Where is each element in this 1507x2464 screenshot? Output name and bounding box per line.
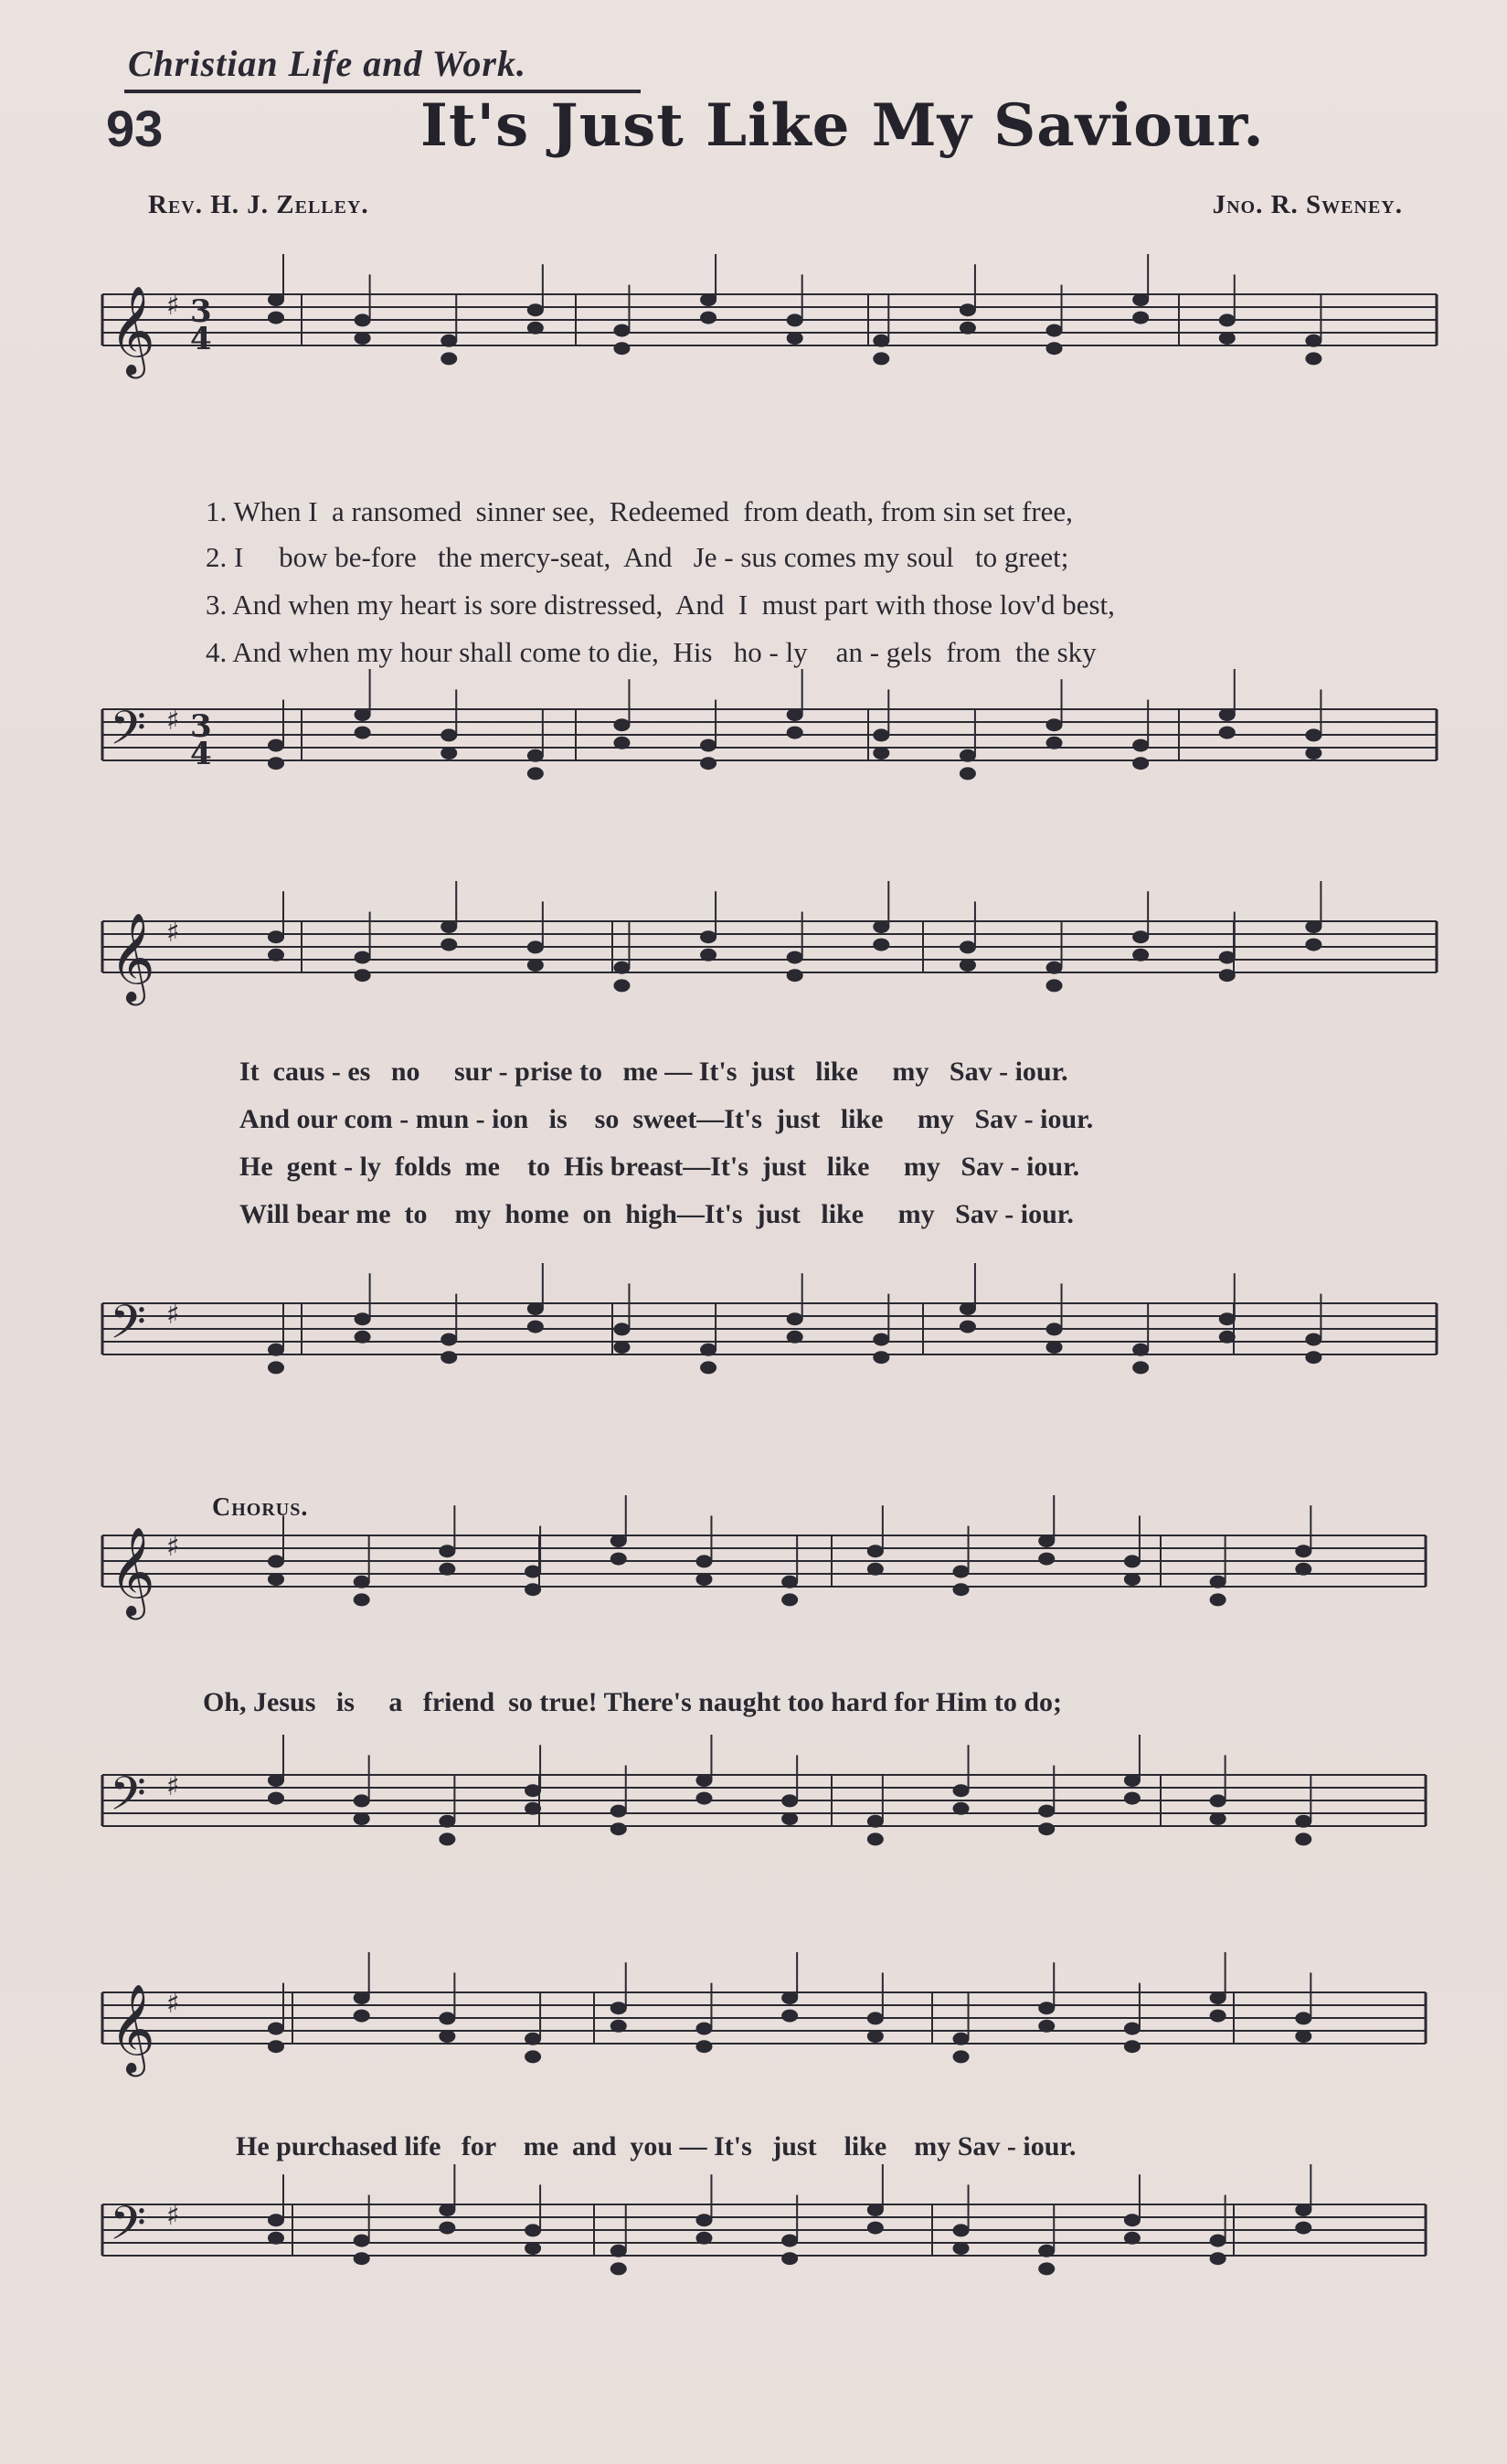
note-head	[268, 757, 284, 770]
note-head	[700, 757, 716, 770]
note-head	[613, 1322, 630, 1335]
note-head	[354, 1794, 370, 1807]
note-head	[1124, 2040, 1141, 2053]
note-head	[953, 1802, 970, 1815]
note-head	[873, 747, 889, 759]
note-head	[953, 1583, 970, 1596]
note-head	[355, 313, 371, 326]
note-head	[1038, 1535, 1055, 1547]
chorus-line-1: Oh, Jesus is a friend so true! There's naught too hard for Him to do;	[203, 1687, 1063, 1717]
note-head	[1046, 961, 1063, 974]
note-head	[1305, 939, 1321, 951]
note-head	[527, 767, 544, 780]
note-head	[1295, 1545, 1311, 1557]
note-head	[610, 1805, 627, 1818]
note-head	[1124, 1573, 1141, 1586]
note-head	[440, 939, 457, 951]
note-head	[1295, 2030, 1311, 2043]
note-head	[1132, 1361, 1149, 1374]
note-head	[953, 2242, 970, 2255]
bass-clef: 𝄢	[110, 700, 146, 767]
note-head	[527, 322, 544, 335]
note-head	[953, 1566, 970, 1578]
note-head	[781, 1593, 798, 1606]
note-head	[787, 1312, 803, 1325]
sharp-sign: ♯	[166, 705, 180, 737]
note-head	[953, 2033, 970, 2045]
note-head	[695, 1573, 712, 1586]
note-head	[1295, 1563, 1311, 1576]
note-head	[1132, 312, 1149, 324]
note-head	[960, 1321, 976, 1333]
note-head	[1038, 2245, 1055, 2257]
note-head	[695, 2214, 712, 2226]
treble-clef: 𝄞	[110, 912, 155, 1002]
note-head	[354, 1812, 370, 1825]
note-head	[355, 1331, 371, 1344]
note-head	[268, 2232, 284, 2245]
note-head	[525, 1583, 541, 1596]
note-head	[1210, 2010, 1226, 2023]
note-head	[1219, 708, 1236, 721]
time-signature: 3	[190, 293, 212, 330]
note-head	[355, 332, 371, 345]
note-head	[355, 727, 371, 739]
verse-line-1: 1. When I a ransomed sinner see, Redeemed from death, from sin set free,	[206, 495, 1073, 527]
note-head	[440, 1351, 457, 1364]
note-head	[1219, 951, 1236, 964]
note-head	[1219, 313, 1236, 326]
note-head	[695, 2040, 712, 2053]
note-head	[1305, 728, 1321, 741]
note-head	[1132, 930, 1149, 943]
note-head	[1124, 1792, 1141, 1805]
note-head	[781, 2252, 798, 2265]
note-head	[873, 939, 889, 951]
note-head	[613, 718, 630, 731]
section-label: Christian Life and Work.	[128, 43, 526, 84]
note-head	[439, 2012, 455, 2024]
note-head	[1046, 737, 1063, 749]
note-head	[440, 920, 457, 933]
note-head	[1038, 2002, 1055, 2014]
note-head	[525, 1784, 541, 1797]
note-head	[1124, 2023, 1141, 2035]
note-head	[268, 312, 284, 324]
note-head	[787, 313, 803, 326]
note-head	[781, 1991, 798, 2004]
note-head	[695, 2232, 712, 2245]
note-head	[960, 322, 976, 335]
note-head	[1210, 1812, 1226, 1825]
note-head	[1132, 739, 1149, 752]
note-head	[960, 749, 976, 762]
note-head	[610, 1535, 627, 1547]
note-head	[1046, 324, 1063, 337]
note-head	[1046, 342, 1063, 355]
note-head	[613, 961, 630, 974]
note-head	[873, 920, 889, 933]
note-head	[867, 1815, 884, 1828]
note-head	[700, 1361, 716, 1374]
author-credit: Rev. H. J. Zelley.	[148, 190, 369, 219]
note-head	[867, 1832, 884, 1845]
note-head	[953, 2050, 970, 2063]
note-head	[960, 959, 976, 972]
note-head	[268, 739, 284, 752]
note-head	[1210, 2235, 1226, 2247]
note-head	[781, 1794, 798, 1807]
note-head	[355, 951, 371, 964]
note-head	[439, 1832, 455, 1845]
note-head	[525, 2224, 541, 2236]
note-head	[1132, 949, 1149, 961]
note-head	[354, 1593, 370, 1606]
note-head	[787, 708, 803, 721]
note-head	[1210, 1576, 1226, 1588]
note-head	[1219, 1312, 1236, 1325]
note-head	[700, 739, 716, 752]
note-head	[1305, 352, 1321, 365]
note-head	[354, 2235, 370, 2247]
note-head	[355, 969, 371, 982]
note-head	[1124, 2214, 1141, 2226]
verse-refrain-line-3: He gent - ly folds me to His breast—It's just like my Sav - iour.	[239, 1152, 1080, 1182]
note-head	[268, 949, 284, 961]
note-head	[1046, 1322, 1063, 1335]
note-head	[268, 2214, 284, 2226]
sharp-sign: ♯	[166, 1531, 180, 1563]
note-head	[610, 1822, 627, 1835]
note-head	[867, 2204, 884, 2216]
note-head	[525, 2050, 541, 2063]
bass-clef: 𝄢	[110, 1294, 146, 1361]
sharp-sign: ♯	[166, 290, 180, 322]
note-head	[439, 2030, 455, 2043]
chorus-heading: Chorus.	[212, 1493, 309, 1522]
note-head	[1046, 1341, 1063, 1354]
hymn-number: 93	[106, 100, 164, 157]
note-head	[610, 2245, 627, 2257]
note-head	[1210, 1991, 1226, 2004]
note-head	[268, 1555, 284, 1567]
note-head	[700, 930, 716, 943]
note-head	[787, 1331, 803, 1344]
bass-clef: 𝄢	[110, 1766, 146, 1832]
note-head	[355, 1312, 371, 1325]
treble-clef: 𝄞	[110, 285, 155, 375]
verse-refrain-line-1: It caus - es no sur - prise to me — It's just like my Sav - iour.	[239, 1057, 1068, 1087]
note-head	[960, 303, 976, 316]
note-head	[960, 1302, 976, 1315]
note-head	[1219, 727, 1236, 739]
time-signature: 4	[190, 321, 212, 357]
verse-line-3: 3. And when my heart is sore distressed, And I must part with those lov'd best,	[206, 589, 1115, 621]
note-head	[1046, 979, 1063, 992]
note-head	[1210, 2252, 1226, 2265]
note-head	[867, 2012, 884, 2024]
composer-credit: Jno. R. Sweney.	[1212, 190, 1403, 219]
note-head	[1305, 920, 1321, 933]
note-head	[1038, 1553, 1055, 1566]
note-head	[527, 959, 544, 972]
note-head	[525, 1802, 541, 1815]
note-head	[1219, 969, 1236, 982]
note-head	[354, 2252, 370, 2265]
verse-refrain-line-2: And our com - mun - ion is so sweet—It's just like my Sav - iour.	[239, 1104, 1094, 1134]
note-head	[1124, 1774, 1141, 1787]
note-head	[1295, 1832, 1311, 1845]
note-head	[781, 1576, 798, 1588]
time-signature: 4	[190, 736, 212, 772]
note-head	[1124, 2232, 1141, 2245]
note-head	[440, 352, 457, 365]
note-head	[873, 1351, 889, 1364]
note-head	[867, 1545, 884, 1557]
note-head	[695, 1555, 712, 1567]
verse-refrain-line-4: Will bear me to my home on high—It's just like my Sav - iour.	[239, 1199, 1074, 1229]
note-head	[695, 1774, 712, 1787]
note-head	[700, 312, 716, 324]
note-head	[867, 2222, 884, 2235]
note-head	[439, 2204, 455, 2216]
note-head	[610, 2002, 627, 2014]
sharp-sign: ♯	[166, 917, 180, 949]
note-head	[268, 1361, 284, 1374]
note-head	[355, 708, 371, 721]
verse-line-4: 4. And when my hour shall come to die, His ho - ly an - gels from the sky	[206, 636, 1097, 668]
note-head	[525, 1566, 541, 1578]
treble-clef: 𝄞	[110, 1983, 155, 2073]
note-head	[527, 749, 544, 762]
treble-clef: 𝄞	[110, 1526, 155, 1616]
note-head	[960, 767, 976, 780]
note-head	[439, 1545, 455, 1557]
note-head	[527, 1302, 544, 1315]
note-head	[695, 2023, 712, 2035]
note-head	[527, 303, 544, 316]
note-head	[953, 2224, 970, 2236]
note-head	[867, 2030, 884, 2043]
note-head	[613, 342, 630, 355]
note-head	[1038, 2262, 1055, 2275]
note-head	[1219, 1331, 1236, 1344]
note-head	[1132, 293, 1149, 306]
note-head	[1038, 1805, 1055, 1818]
note-head	[613, 1341, 630, 1354]
note-head	[268, 1573, 284, 1586]
note-head	[1305, 1351, 1321, 1364]
note-head	[873, 335, 889, 347]
note-head	[613, 324, 630, 337]
verse-line-2: 2. I bow be-fore the mercy-seat, And Je - sus comes my soul to greet;	[206, 541, 1069, 573]
note-head	[787, 969, 803, 982]
note-head	[787, 727, 803, 739]
note-head	[787, 951, 803, 964]
note-head	[440, 335, 457, 347]
note-head	[1038, 1822, 1055, 1835]
note-head	[1305, 747, 1321, 759]
note-head	[527, 940, 544, 953]
chorus-line-2: He purchased life for me and you — It's just like my Sav - iour.	[236, 2131, 1077, 2161]
note-head	[1295, 2012, 1311, 2024]
note-head	[527, 1321, 544, 1333]
hymn-title: It's Just Like My Saviour.	[420, 91, 1265, 160]
note-head	[700, 1344, 716, 1356]
note-head	[960, 940, 976, 953]
note-head	[525, 2033, 541, 2045]
note-head	[440, 728, 457, 741]
note-head	[354, 1991, 370, 2004]
note-head	[268, 1792, 284, 1805]
note-head	[1132, 757, 1149, 770]
note-head	[1038, 2020, 1055, 2033]
note-head	[787, 332, 803, 345]
note-head	[1305, 1333, 1321, 1346]
note-head	[610, 1553, 627, 1566]
note-head	[1295, 2222, 1311, 2235]
note-head	[268, 930, 284, 943]
note-head	[268, 293, 284, 306]
note-head	[354, 1576, 370, 1588]
note-head	[268, 2040, 284, 2053]
note-head	[1295, 1815, 1311, 1828]
note-head	[700, 949, 716, 961]
note-head	[354, 2010, 370, 2023]
note-head	[781, 2010, 798, 2023]
note-head	[610, 2262, 627, 2275]
note-head	[1219, 332, 1236, 345]
note-head	[873, 1333, 889, 1346]
sharp-sign: ♯	[166, 1770, 180, 1802]
note-head	[1210, 1593, 1226, 1606]
note-head	[1210, 1794, 1226, 1807]
note-head	[695, 1792, 712, 1805]
bass-clef: 𝄢	[110, 2195, 146, 2262]
note-head	[1305, 335, 1321, 347]
note-head	[873, 728, 889, 741]
note-head	[1046, 718, 1063, 731]
note-head	[440, 747, 457, 759]
sharp-sign: ♯	[166, 1988, 180, 2020]
note-head	[439, 1815, 455, 1828]
time-signature: 3	[190, 708, 212, 745]
sharp-sign: ♯	[166, 2200, 180, 2232]
note-head	[439, 2222, 455, 2235]
note-head	[525, 2242, 541, 2255]
note-head	[867, 1563, 884, 1576]
note-head	[873, 352, 889, 365]
note-head	[439, 1563, 455, 1576]
note-head	[1124, 1555, 1141, 1567]
note-head	[268, 2023, 284, 2035]
note-head	[700, 293, 716, 306]
note-head	[268, 1774, 284, 1787]
note-head	[613, 737, 630, 749]
note-head	[610, 2020, 627, 2033]
note-head	[440, 1333, 457, 1346]
note-head	[268, 1344, 284, 1356]
note-head	[1295, 2204, 1311, 2216]
sharp-sign: ♯	[166, 1299, 180, 1331]
note-head	[613, 979, 630, 992]
note-head	[1132, 1344, 1149, 1356]
note-head	[781, 1812, 798, 1825]
note-head	[953, 1784, 970, 1797]
note-head	[781, 2235, 798, 2247]
